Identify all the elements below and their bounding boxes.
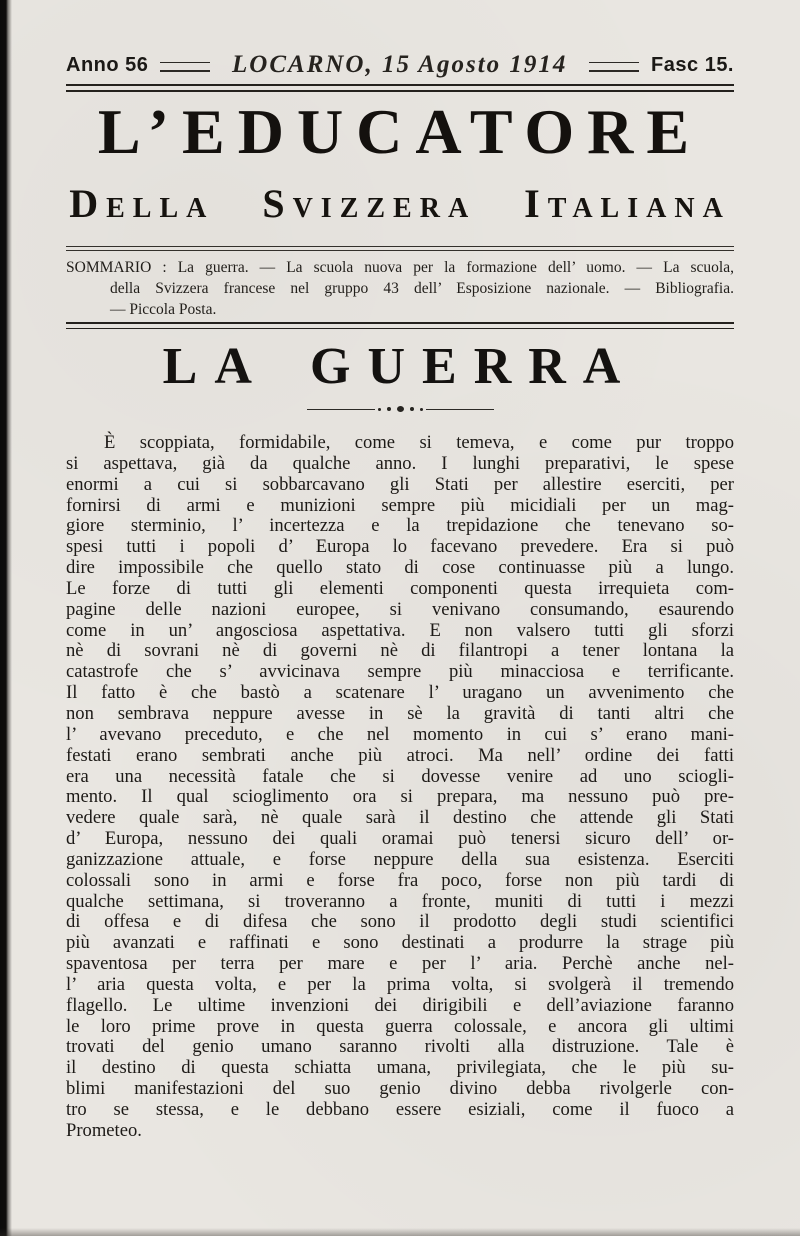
masthead-subtitle: Della Svizzera Italiana [69, 181, 731, 226]
sommario-line: della Svizzera francese nel gruppo 43 dell’ Esposizione nazionale. — Bibliografia. [110, 280, 734, 297]
body-line: era una necessità fatale che si dovesse venire ad uno sciogli- [66, 765, 734, 787]
ornament-dot [410, 407, 414, 411]
scan-edge-left [0, 0, 12, 1236]
body-line: catastrofe che s’ avvicinava sempre più minacciosa e terrificante. [66, 661, 734, 683]
body-line: d’ Europa, nessuno dei quali oramai può tenersi sicuro dell’ or- [66, 828, 734, 850]
issue-number: Fasc 15. [651, 53, 734, 76]
body-line: giore sterminio, l’ incertezza e la trepidazione che tenevano so- [66, 515, 734, 537]
body-line: flagello. Le ultime invenzioni dei dirigibili e dell’aviazione faranno [66, 994, 734, 1016]
body-line: Prometeo. [66, 1119, 142, 1141]
double-rule-under-header [66, 84, 734, 92]
body-line: Le forze di tutti gli elementi componenti questa irrequieta com- [66, 577, 734, 599]
issue-year: Anno 56 [66, 53, 149, 76]
ornament-dot [387, 407, 391, 411]
body-line: spesi tutti i popoli d’ Europa lo facevano prevedere. Era si può [66, 536, 734, 558]
sommario-block [66, 257, 734, 320]
body-line: dire impossibile che quello stato di cose continuasse più a lungo. [66, 557, 734, 579]
body-line: il destino di questa schiatta umana, privilegiata, che le più su- [66, 1057, 734, 1079]
title-divider-ornament-icon [66, 404, 734, 414]
body-line: fornirsi di armi e munizioni sempre più micidiali per un mag- [66, 494, 734, 516]
issue-header [66, 50, 734, 80]
article-title: LA GUERRA [162, 338, 638, 395]
ornament-dot [378, 408, 381, 411]
body-line: mento. Il qual scioglimento ora si prepara, ma nessuno può pre- [66, 786, 734, 808]
sommario-line: SOMMARIO : La guerra. — La scuola nuova per la formazione dell’ uomo. — La scuola, [66, 259, 734, 276]
article-body [66, 433, 734, 1142]
masthead-title: L’EDUCATORE [97, 96, 703, 167]
body-line: l’ avevano preceduto, e che nel momento in cui s’ erano mani- [66, 723, 734, 745]
body-line: È scoppiata, formidabile, come si temeva, e come pur troppo [104, 432, 734, 453]
body-line: pagine delle nazioni europee, si venivano consumando, esaurendo [66, 598, 734, 620]
body-line: si aspettava, già da qualche anno. I lunghi preparativi, le spese [66, 452, 734, 474]
sommario-line: — Piccola Posta. [110, 301, 217, 318]
body-line: festati erano sembrati anche più atroci. Ma nell’ ordine dei fatti [66, 744, 734, 766]
body-line: non sembrava neppure avesse in sè la gravità di tanti altri che [66, 702, 734, 724]
scan-edge-bottom-shadow [0, 1228, 800, 1236]
body-line: enormi a cui si sobbarcavano gli Stati per allestire eserciti, per [66, 473, 734, 495]
double-rule-under-sommario [66, 322, 734, 329]
ornament-dot [397, 406, 404, 412]
ornament-dot [420, 408, 423, 411]
body-line: Il fatto è che bastò a scatenare l’ uragano un avvenimento che [66, 682, 734, 704]
ornament-bar-left [307, 409, 375, 410]
ornament-bar-right [426, 409, 494, 410]
header-rule-segment-right [589, 62, 639, 72]
body-line: di offesa e di difesa che sono il prodotto degli studi scientifici [66, 911, 734, 933]
body-line: trovati del genio umano saranno rivolti alla distruzione. Tale è [66, 1036, 734, 1058]
body-line: vedere quale sarà, nè quale sarà il destino che attende gli Stati [66, 807, 734, 829]
body-line: le loro prime prove in questa guerra colossale, e ancora gli ultimi [66, 1015, 734, 1037]
body-line: spaventosa per terra per mare e per l’ aria. Perchè anche nel- [66, 953, 734, 975]
body-line: nè di sovrani nè di governi nè di filantropi a tener lontana la [66, 640, 734, 662]
body-line: colossali sono in armi e forse fra poco, forse non più tardi di [66, 869, 734, 891]
body-line: tro se stessa, e le debbano essere esiziali, come il fuoco a [66, 1099, 734, 1120]
body-line: più avanzati e raffinati e sono destinati a produrre la strage più [66, 932, 734, 954]
body-line: ganizzazione attuale, e forse neppure della sua esistenza. Eserciti [66, 848, 734, 870]
body-line: l’ aria questa volta, e per la prima volta, si svolgerà il tremendo [66, 973, 734, 995]
issue-place-date: LOCARNO, 15 Agosto 1914 [232, 51, 568, 78]
double-rule-under-masthead [66, 246, 734, 251]
header-rule-segment-left [160, 62, 210, 72]
body-line: come in un’ angosciosa aspettativa. E non valsero tutti gli sforzi [66, 619, 734, 641]
body-line: blimi manifestazioni del suo genio divino debba rivolgerle con- [66, 1078, 734, 1100]
body-line: qualche settimana, si troveranno a fronte, muniti di tutti i mezzi [66, 890, 734, 912]
